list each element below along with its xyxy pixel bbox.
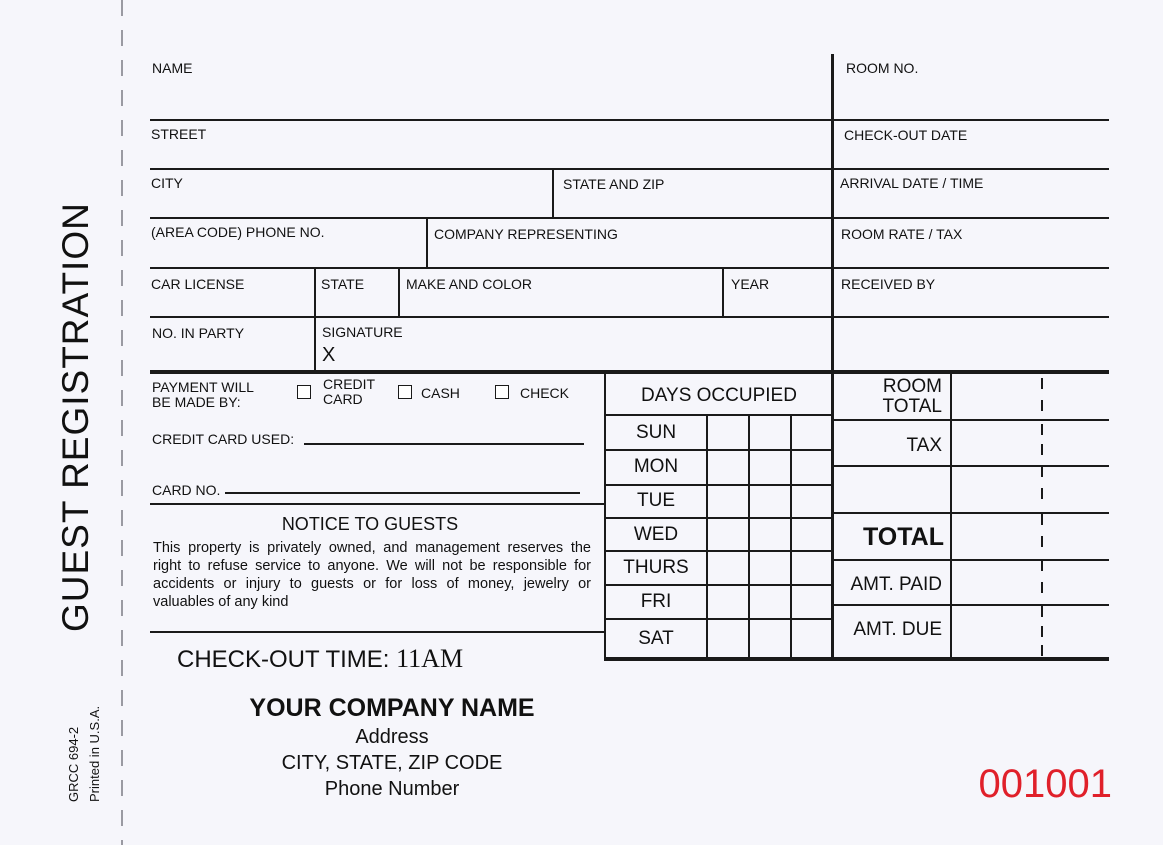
rule xyxy=(150,217,1109,219)
day-sat: SAT xyxy=(638,628,674,649)
state-zip-label: STATE AND ZIP xyxy=(563,176,665,192)
cents-tick xyxy=(1041,378,1043,389)
tax-label: TAX xyxy=(906,435,942,456)
company-phone: Phone Number xyxy=(324,778,460,800)
divider xyxy=(706,414,708,660)
days-occupied-header: DAYS OCCUPIED xyxy=(641,385,797,406)
rule xyxy=(150,631,605,633)
received-by-label: RECEIVED BY xyxy=(841,276,936,292)
notice-body: This property is privately owned, and management reserves the right to refuse service to anyone. We will not be responsible for accidents or injury to guests or for loss of money, jewelry or valuables of any kind xyxy=(153,540,591,610)
rule xyxy=(150,316,1109,318)
company-name: YOUR COMPANY NAME xyxy=(249,694,535,722)
name-label: NAME xyxy=(152,60,193,76)
cents-tick xyxy=(1041,582,1043,593)
check-checkbox[interactable] xyxy=(495,385,509,399)
rule xyxy=(604,550,833,552)
perforation-line xyxy=(121,0,123,845)
cents-tick xyxy=(1041,626,1043,637)
rule xyxy=(150,267,1109,269)
company-city-state-zip: CITY, STATE, ZIP CODE xyxy=(281,752,503,774)
divider xyxy=(398,267,400,317)
cents-tick xyxy=(1041,514,1043,525)
divider xyxy=(722,267,724,317)
room-rate-label: ROOM RATE / TAX xyxy=(841,226,963,242)
form-code: GRCC 694-2 xyxy=(66,726,81,802)
room-total-label: ROOM TOTAL xyxy=(882,376,942,417)
rule xyxy=(834,559,1109,561)
phone-label: (AREA CODE) PHONE NO. xyxy=(151,224,325,240)
cents-tick xyxy=(1041,536,1043,547)
printed-in-usa: Printed in U.S.A. xyxy=(87,705,102,802)
divider xyxy=(426,217,428,268)
company-address: Address xyxy=(355,726,429,748)
cents-tick xyxy=(1041,606,1043,617)
divider xyxy=(950,374,952,660)
make-color-label: MAKE AND COLOR xyxy=(406,276,533,292)
day-mon: MON xyxy=(633,456,679,477)
signature-x: X xyxy=(322,344,336,366)
city-label: CITY xyxy=(151,175,183,191)
divider xyxy=(314,267,316,370)
cents-tick xyxy=(1041,645,1043,656)
company-label: COMPANY REPRESENTING xyxy=(434,226,618,242)
car-license-label: CAR LICENSE xyxy=(151,276,245,292)
room-no-label: ROOM NO. xyxy=(846,60,919,76)
day-wed: WED xyxy=(633,524,679,545)
rule-thick xyxy=(150,370,1109,374)
checkout-time-value: 11AM xyxy=(396,644,464,673)
card-no-line[interactable] xyxy=(225,492,580,494)
rule xyxy=(150,168,1109,170)
rule-thick xyxy=(604,657,1109,661)
no-in-party-label: NO. IN PARTY xyxy=(152,325,245,341)
rule xyxy=(150,503,605,505)
form-title: GUEST REGISTRATION xyxy=(55,202,96,632)
divider xyxy=(748,414,750,660)
divider xyxy=(790,414,792,660)
serial-number: 001001 xyxy=(978,762,1112,806)
cents-tick xyxy=(1041,466,1043,477)
divider xyxy=(552,168,554,218)
cents-tick xyxy=(1041,560,1043,571)
credit-card-label: CREDIT CARD xyxy=(323,376,375,407)
cents-tick xyxy=(1041,400,1043,411)
rule xyxy=(834,512,1109,514)
arrival-label: ARRIVAL DATE / TIME xyxy=(840,175,984,191)
checkout-date-label: CHECK-OUT DATE xyxy=(844,127,968,143)
notice-title: NOTICE TO GUESTS xyxy=(281,514,459,534)
rule xyxy=(604,484,833,486)
rule xyxy=(604,517,833,519)
rule xyxy=(604,449,833,451)
cents-tick xyxy=(1041,424,1043,435)
amt-paid-label: AMT. PAID xyxy=(850,574,942,595)
day-thurs: THURS xyxy=(623,557,689,578)
checkout-time-label: CHECK-OUT TIME: xyxy=(177,646,390,673)
signature-label: SIGNATURE xyxy=(322,324,403,340)
rule xyxy=(604,618,833,620)
credit-card-used-label: CREDIT CARD USED: xyxy=(152,431,295,447)
cash-label: CASH xyxy=(421,385,460,401)
rule xyxy=(604,414,833,416)
cents-tick xyxy=(1041,444,1043,455)
rule xyxy=(604,584,833,586)
credit-card-used-line[interactable] xyxy=(304,443,584,445)
state-label: STATE xyxy=(321,276,365,292)
day-fri: FRI xyxy=(640,591,672,612)
divider-vertical xyxy=(831,54,834,660)
amt-due-label: AMT. DUE xyxy=(853,619,942,640)
street-label: STREET xyxy=(151,126,207,142)
credit-card-checkbox[interactable] xyxy=(297,385,311,399)
cash-checkbox[interactable] xyxy=(398,385,412,399)
year-label: YEAR xyxy=(731,276,770,292)
rule xyxy=(834,419,1109,421)
payment-label: PAYMENT WILL BE MADE BY: xyxy=(152,379,254,410)
day-sun: SUN xyxy=(635,422,677,443)
rule xyxy=(834,465,1109,467)
cents-tick xyxy=(1041,488,1043,499)
rule xyxy=(150,119,1109,121)
check-label: CHECK xyxy=(520,385,570,401)
rule xyxy=(834,604,1109,606)
day-tue: TUE xyxy=(637,490,675,511)
card-no-label: CARD NO. xyxy=(152,482,221,498)
total-label: TOTAL xyxy=(862,523,944,551)
checkout-time xyxy=(177,644,463,674)
